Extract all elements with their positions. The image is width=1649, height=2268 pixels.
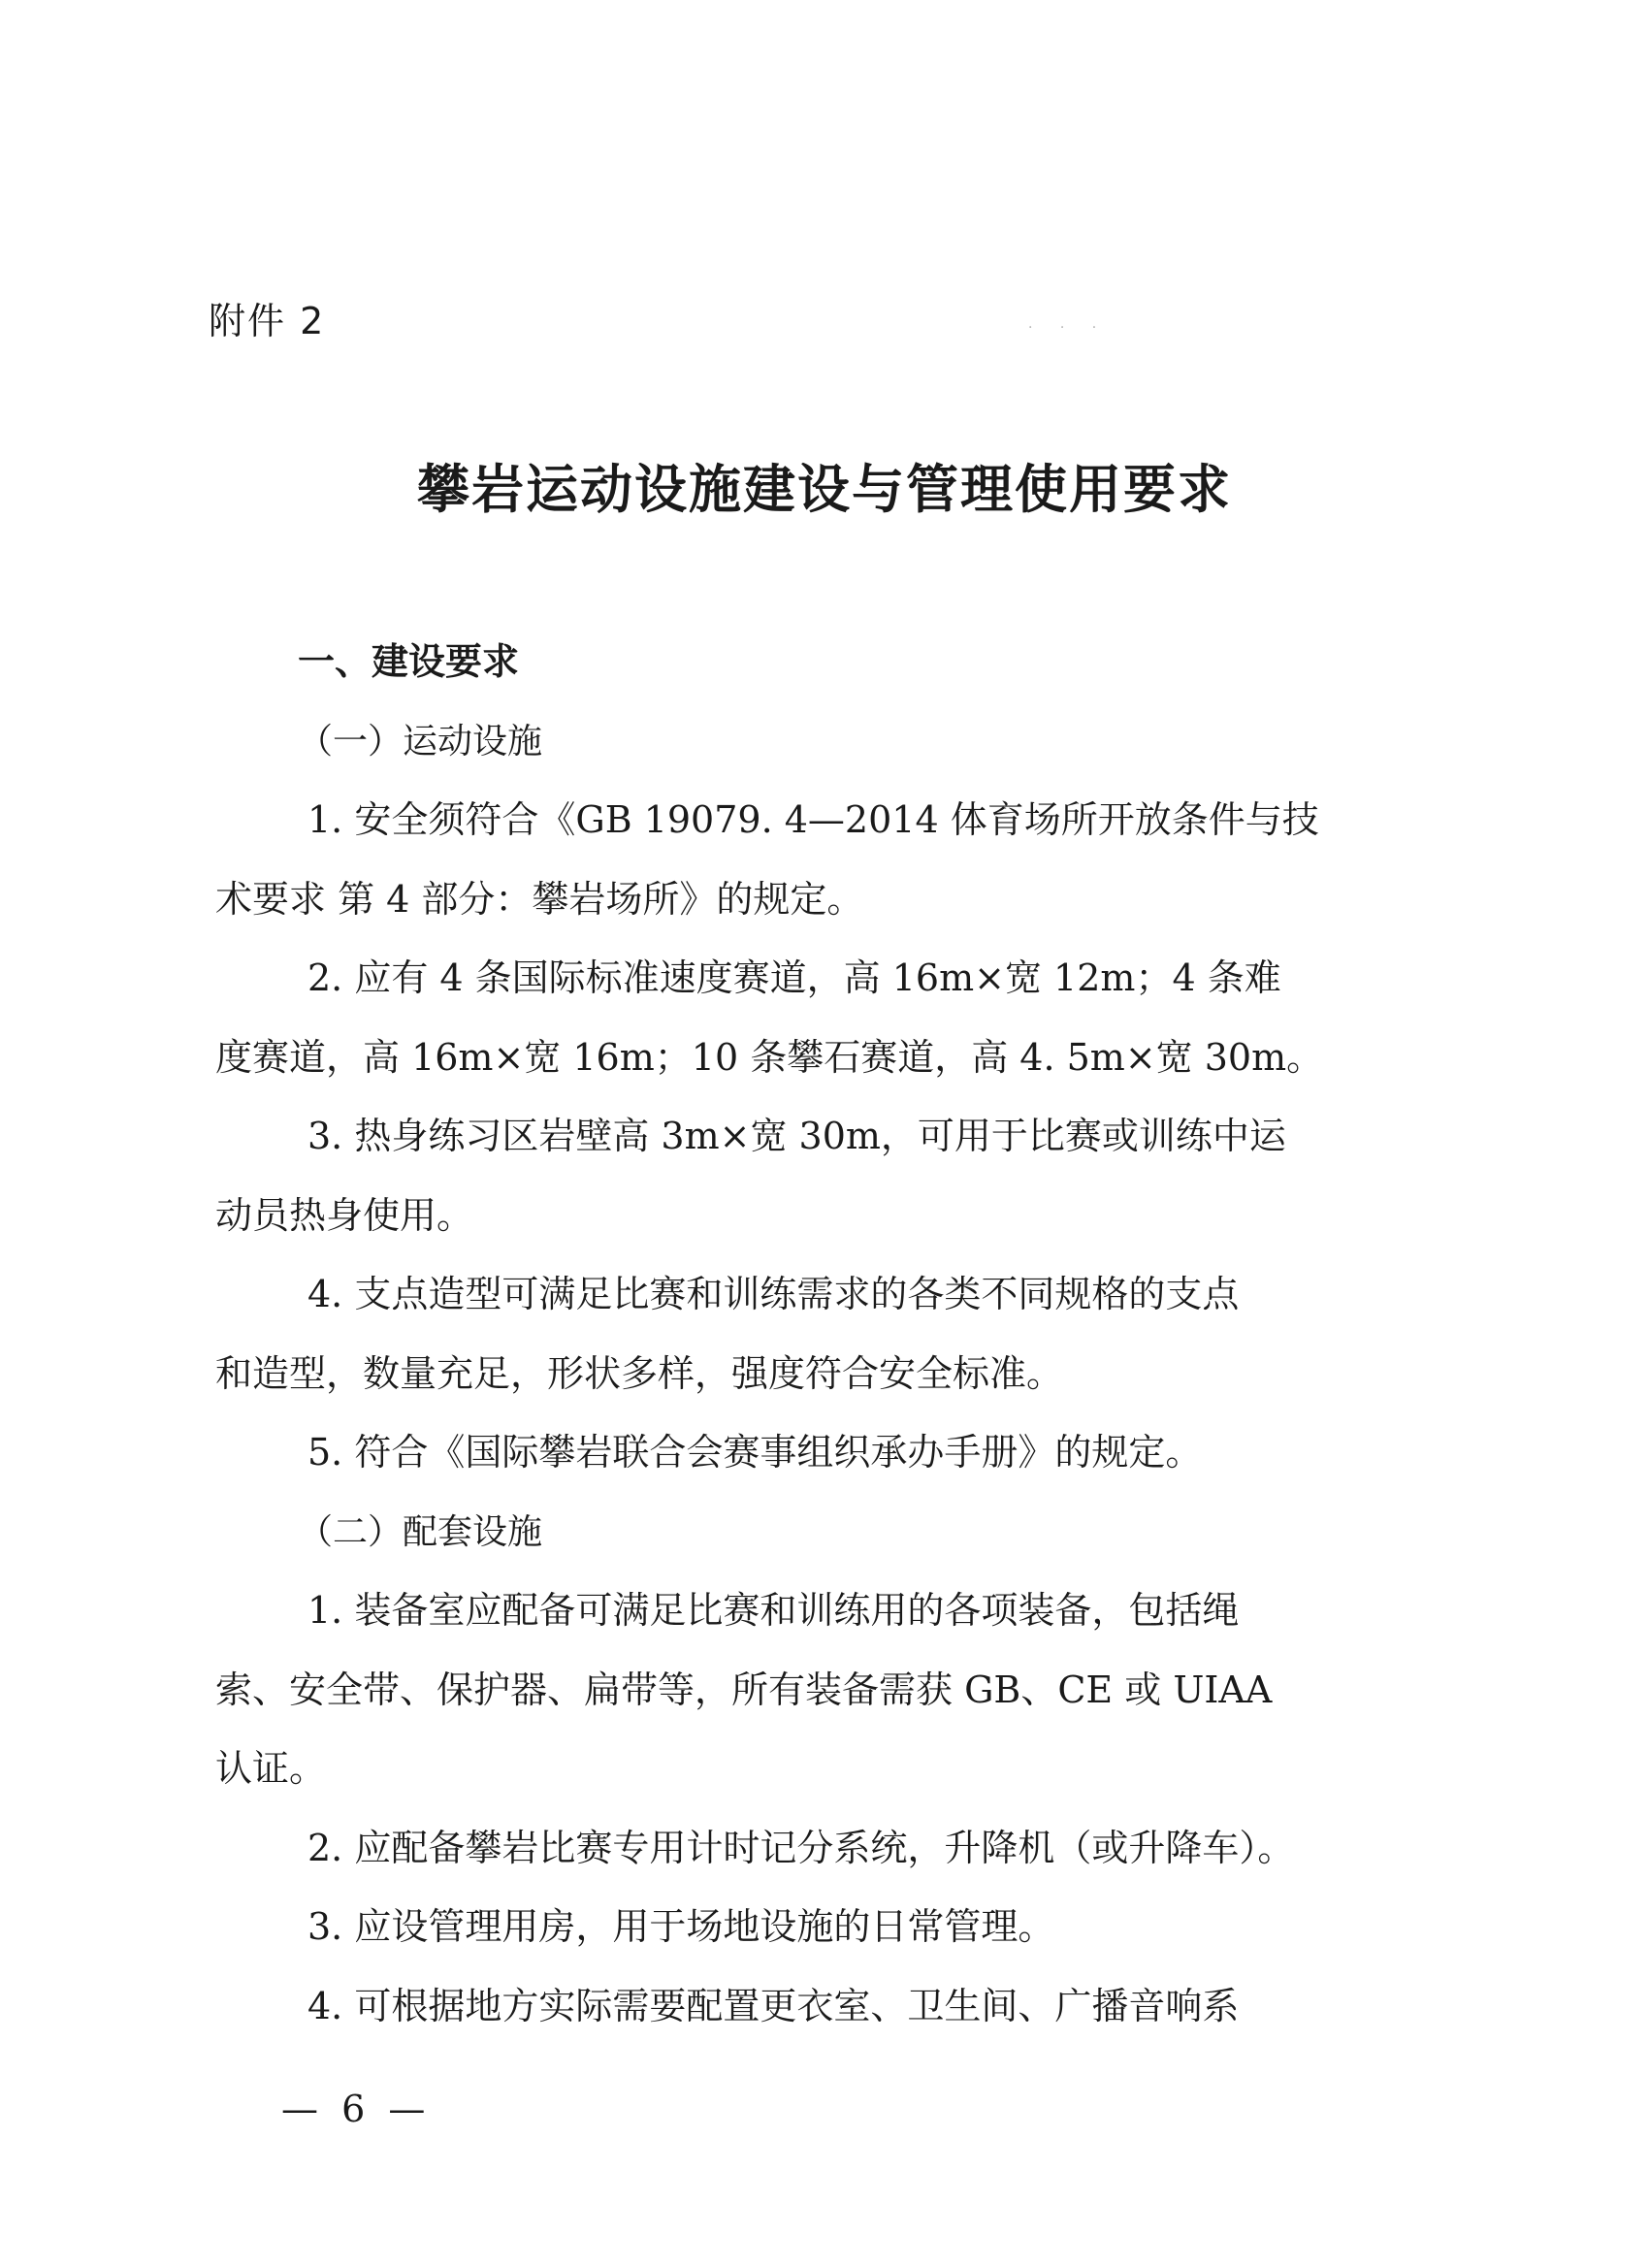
paragraph-line: 索、安全带、保护器、扁带等，所有装备需获 GB、CE 或 UIAA <box>215 1668 1273 1711</box>
page-number: — 6 — <box>281 2088 432 2130</box>
paragraph-line: 度赛道，高 16m×宽 16m；10 条攀石赛道，高 4. 5m×宽 30m。 <box>215 1035 1324 1079</box>
document-title: 攀岩运动设施建设与管理使用要求 <box>417 459 1232 520</box>
paragraph-line: 动员热身使用。 <box>215 1193 474 1237</box>
paragraph-line: 2. 应有 4 条国际标准速度赛道，高 16m×宽 12m；4 条难 <box>307 956 1281 999</box>
attachment-label: 附件 2 <box>209 300 326 342</box>
paragraph-line: 1. 安全须符合《GB 19079. 4—2014 体育场所开放条件与技 <box>307 798 1319 841</box>
paragraph-line: 4. 支点造型可满足比赛和训练需求的各类不同规格的支点 <box>307 1273 1240 1315</box>
paragraph-line: 和造型，数量充足，形状多样，强度符合安全标准。 <box>215 1351 1064 1395</box>
paragraph-line: 5. 符合《国际攀岩联合会赛事组织承办手册》的规定。 <box>307 1431 1203 1474</box>
paragraph-line: 术要求 第 4 部分：攀岩场所》的规定。 <box>215 877 864 921</box>
paragraph-line: 1. 装备室应配备可满足比赛和训练用的各项装备，包括绳 <box>307 1589 1240 1632</box>
scan-speckle: · · · <box>1028 320 1109 336</box>
subsection-heading: （一）运动设施 <box>298 721 543 761</box>
subsection-heading: （二）配套设施 <box>298 1511 543 1552</box>
document-body <box>215 623 1438 2046</box>
paragraph-line: 2. 应配备攀岩比赛专用计时记分系统，升降机（或升降车）。 <box>307 1826 1295 1869</box>
paragraph-line: 4. 可根据地方实际需要配置更衣室、卫生间、广播音响系 <box>307 1984 1240 2027</box>
section-heading: 一、建设要求 <box>298 640 520 683</box>
paragraph-line: 3. 应设管理用房，用于场地设施的日常管理。 <box>307 1905 1055 1948</box>
paragraph-line: 3. 热身练习区岩壁高 3m×宽 30m，可用于比赛或训练中运 <box>307 1115 1286 1157</box>
paragraph-line: 认证。 <box>215 1747 327 1790</box>
